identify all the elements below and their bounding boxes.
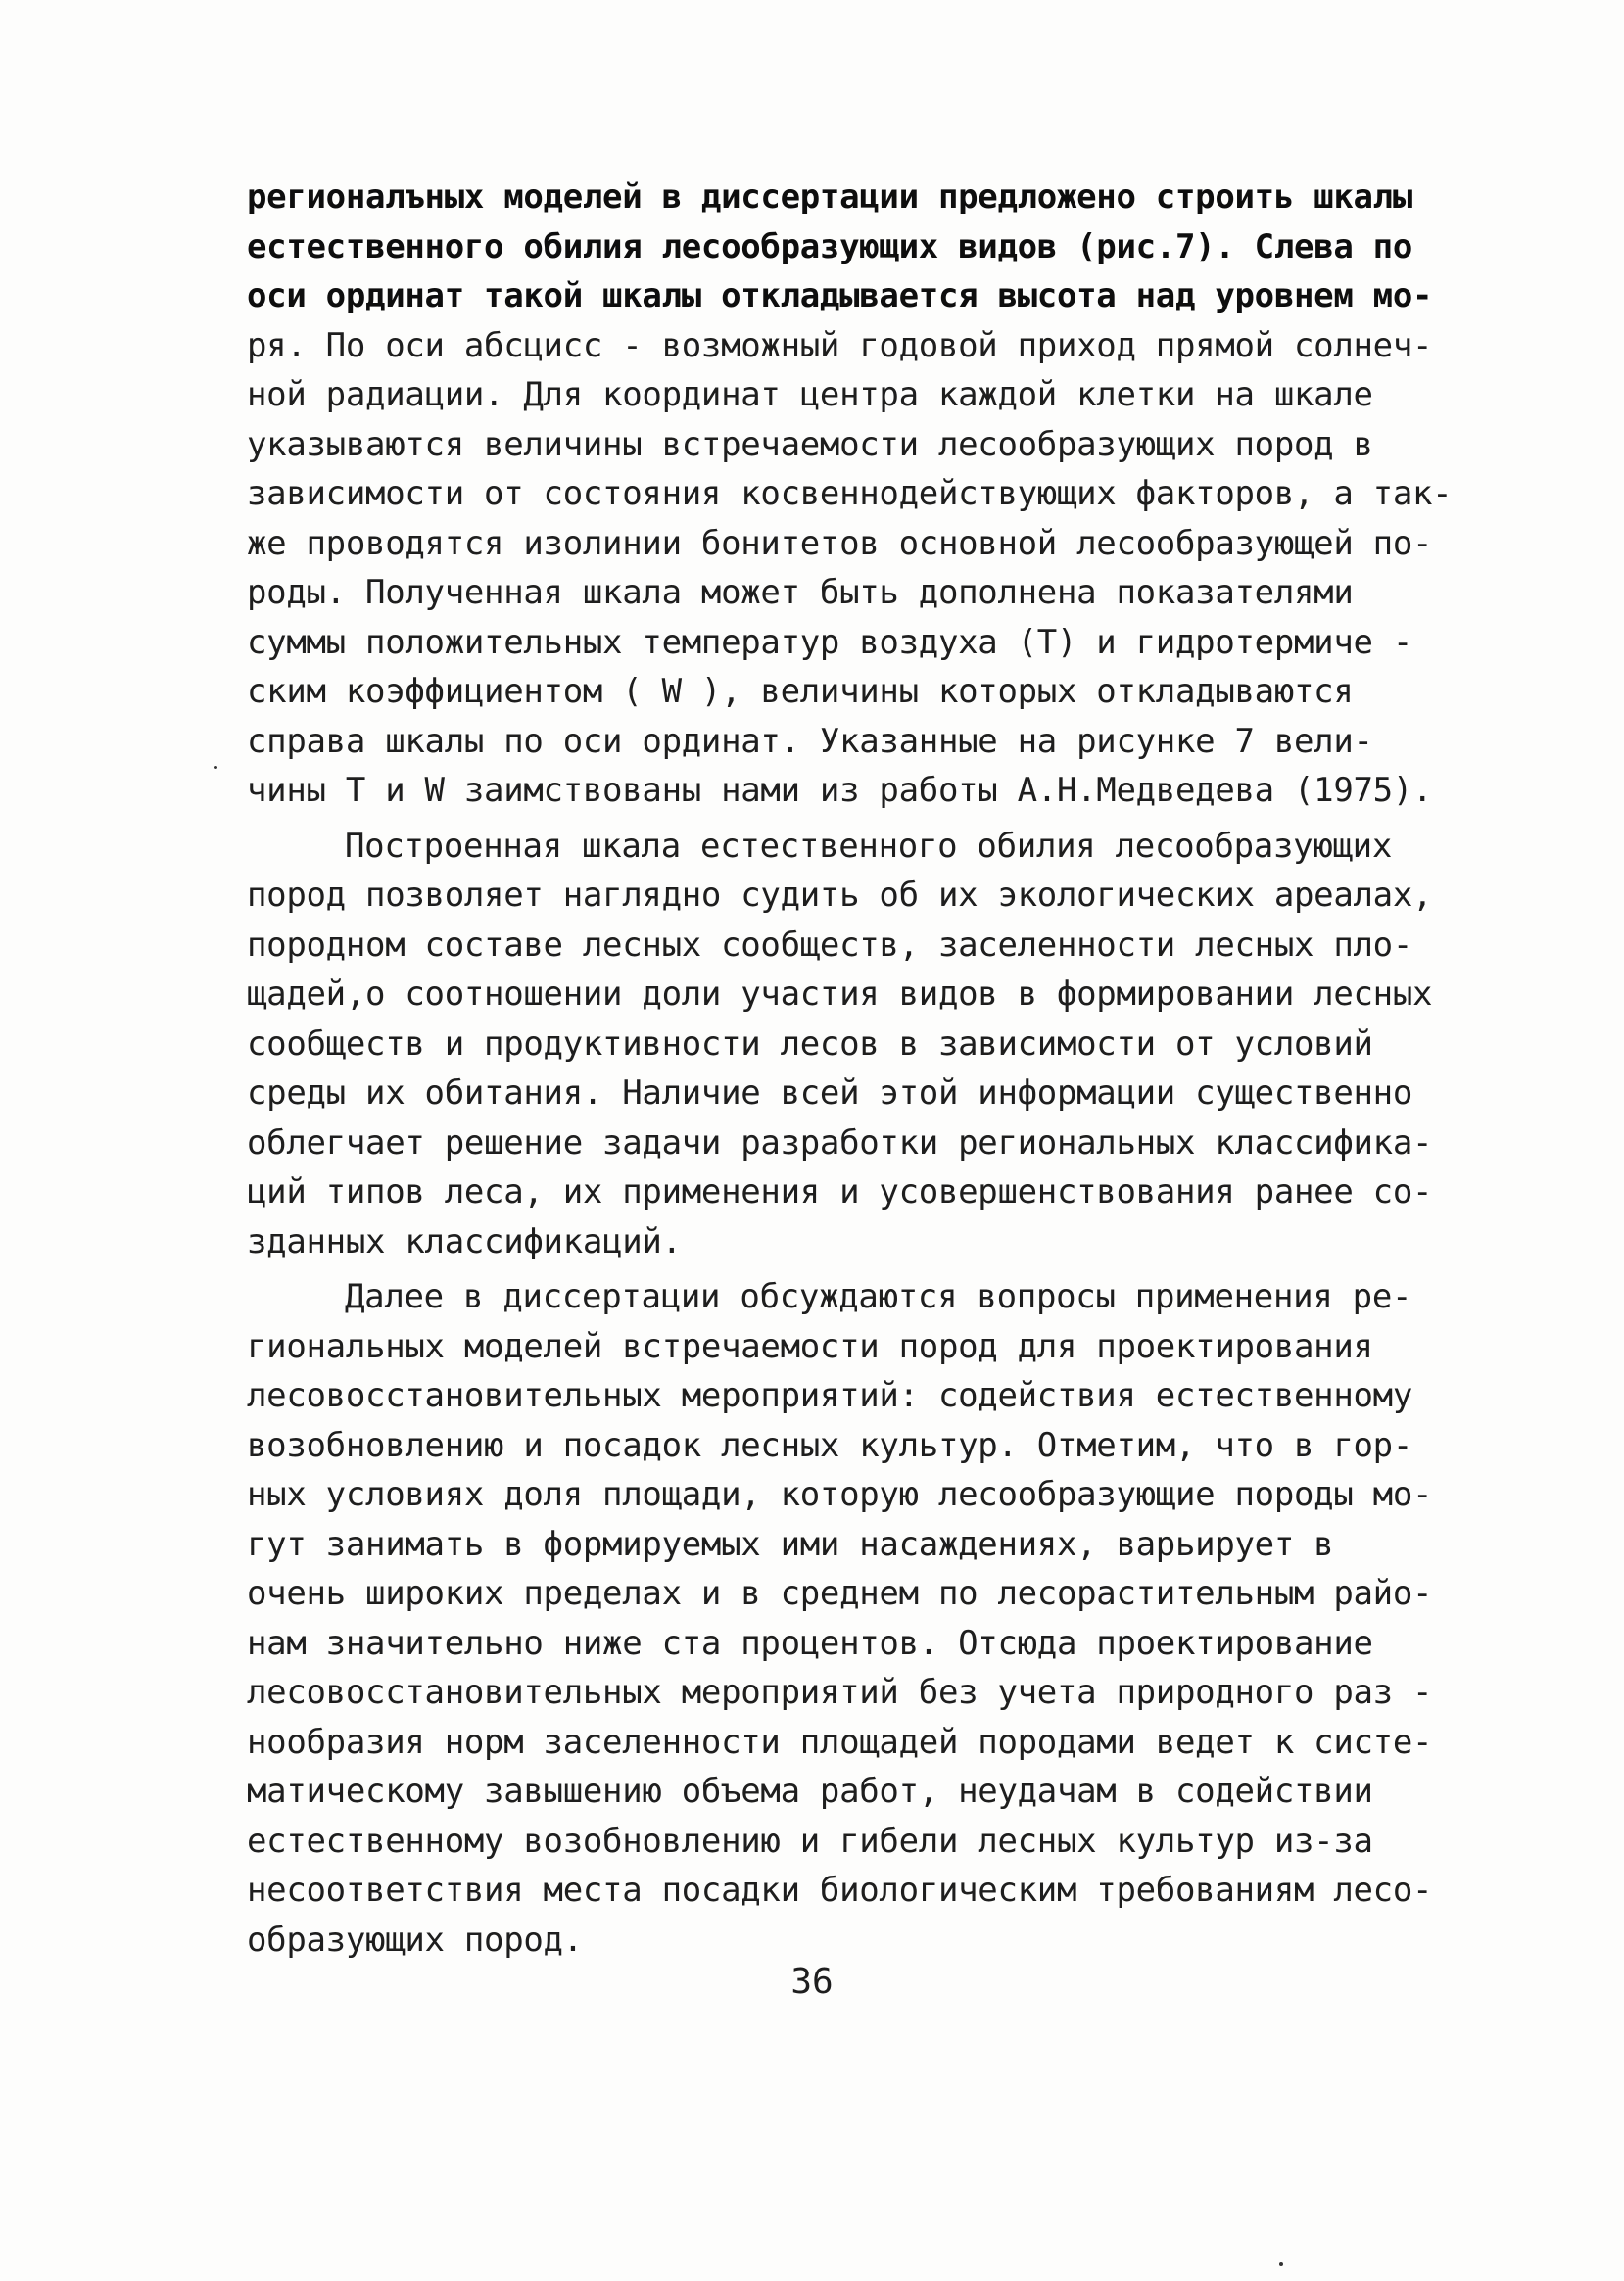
text-line: ных условиях доля площади, которую лесообразующие породы мо- — [247, 1475, 1433, 1514]
text-line: зависимости от состояния косвеннодействующих факторов, а так- — [247, 474, 1453, 513]
text-line: возобновлению и посадок лесных культур. Отметим, что в гор- — [247, 1425, 1413, 1465]
text-line: гиональных моделей встречаемости пород для проектирования — [247, 1326, 1373, 1366]
text-line: облегчает решение задачи разработки региональных классифика- — [247, 1122, 1433, 1163]
text-line: зданных классификаций. — [247, 1221, 682, 1261]
text-line: суммы положительных температур воздуха (Т) и гидротермиче - — [247, 622, 1413, 662]
text-line: ским коэффициентом ( W ), величины которых откладываются — [247, 672, 1354, 711]
text-line: Далее в диссертации обсуждаются вопросы применения ре- — [345, 1277, 1412, 1316]
text-line: пород позволяет наглядно судить об их экологических ареалах, — [247, 876, 1433, 915]
text-line: Построенная шкала естественного обилия лесообразующих — [345, 826, 1392, 866]
text-line: справа шкалы по оси ординат. Указанные на рисунке 7 вели- — [247, 721, 1373, 761]
text-line: оси ординат такой шкалы откладывается высота над уровнем мо- — [247, 276, 1433, 315]
scan-speck — [214, 766, 217, 769]
text-line: среды их обитания. Наличие всей этой информации существенно — [247, 1073, 1413, 1113]
text-line: же проводятся изолинии бонитетов основной лесообразующей по- — [247, 523, 1433, 563]
text-line: образующих пород. — [247, 1920, 583, 1960]
page-number: 36 — [790, 1962, 834, 2002]
scan-speck — [1279, 2262, 1283, 2266]
text-line: ций типов леса, их применения и усовершенствования ранее со- — [247, 1172, 1433, 1212]
text-line: сообществ и продуктивности лесов в зависимости от условий — [247, 1023, 1373, 1064]
text-line: лесовосстановительных мероприятий: содействия естественному — [247, 1376, 1413, 1415]
text-line: ря. По оси абсцисс - возможный годовой приход прямой солнеч- — [247, 325, 1433, 365]
text-line: несоответствия места посадки биологическим требованиям лесо- — [247, 1871, 1433, 1910]
text-line: естественного обилия лесообразующих видов (рис.7). Слева по — [247, 226, 1413, 266]
text-line: роды. Полученная шкала может быть дополнена показателями — [247, 573, 1354, 612]
text-line: очень широких пределах и в среднем по лесорастительным райо- — [247, 1574, 1433, 1613]
text-line: естественному возобновлению и гибели лесных культур из-за — [247, 1821, 1373, 1861]
text-line: регионалъных моделей в диссертации предложено строить шкалы — [247, 177, 1413, 216]
text-line: чины Т и W заимствованы нами из работы А.Н.Медведева (1975). — [247, 771, 1433, 810]
text-line: указываются величины встречаемости лесообразующих пород в — [247, 424, 1373, 464]
text-line: матическому завышению объема работ, неудачам в содействии — [247, 1772, 1373, 1811]
text-line: нам значительно ниже ста процентов. Отсюда проектирование — [247, 1623, 1373, 1663]
text-line: лесовосстановительных мероприятий без учета природного раз - — [247, 1673, 1433, 1712]
text-line: ной радиации. Для координат центра каждой клетки на шкале — [247, 375, 1373, 414]
body-text — [247, 172, 1453, 1965]
text-line: нообразия норм заселенности площадей породами ведет к систе- — [247, 1722, 1433, 1762]
text-line: породном составе лесных сообществ, заселенности лесных пло- — [247, 925, 1413, 965]
text-line: гут занимать в формируемых ими насаждениях, варьирует в — [247, 1524, 1334, 1564]
text-line: щадей,о соотношении доли участия видов в формировании лесных — [247, 974, 1433, 1014]
